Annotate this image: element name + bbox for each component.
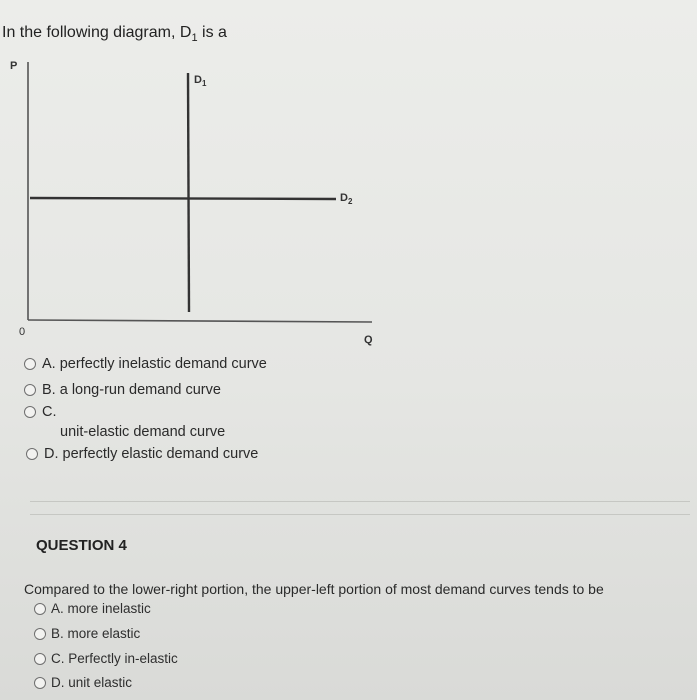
radio-button[interactable]: [24, 384, 36, 396]
radio-button[interactable]: [34, 653, 46, 665]
q4-option-b-label: B. more elastic: [51, 626, 141, 641]
x-axis-label: Q: [364, 334, 373, 346]
q4-option-a-label: A. more inelastic: [51, 601, 151, 616]
q4-option-d[interactable]: [34, 675, 132, 690]
q3-option-a-label: A. perfectly inelastic demand curve: [42, 356, 267, 372]
x-axis: [28, 320, 372, 322]
prompt-subscript: 1: [191, 32, 198, 45]
q4-option-d-label: D. unit elastic: [51, 675, 133, 690]
d1-label: [194, 74, 206, 88]
q3-option-d[interactable]: [26, 446, 258, 462]
q3-option-a[interactable]: [24, 356, 267, 372]
d2-curve: [30, 198, 336, 199]
radio-button[interactable]: [34, 628, 46, 640]
radio-button[interactable]: [34, 603, 46, 615]
y-axis-label: P: [10, 60, 18, 72]
q4-option-c-label: C. Perfectly in-elastic: [51, 651, 178, 666]
q3-option-c[interactable]: [24, 404, 57, 420]
prompt-prefix: In the following diagram, D: [2, 24, 192, 41]
section-divider: [30, 501, 690, 502]
prompt-suffix: is a: [197, 24, 227, 41]
q4-option-a[interactable]: [34, 601, 151, 616]
q3-option-d-label: D. perfectly elastic demand curve: [44, 446, 259, 462]
q3-option-c-label: unit-elastic demand curve: [60, 424, 226, 440]
d1-subscript: 1: [201, 79, 207, 89]
q3-option-c-letter: C.: [42, 404, 57, 420]
radio-button[interactable]: [24, 406, 36, 418]
d1-letter: D: [194, 74, 202, 86]
d2-label: [340, 192, 352, 206]
question-4-header: QUESTION 4: [36, 537, 127, 554]
d1-curve: [188, 73, 189, 312]
radio-button[interactable]: [26, 448, 38, 460]
q4-option-c[interactable]: [34, 651, 178, 666]
d2-subscript: 2: [347, 197, 353, 207]
section-divider: [30, 514, 690, 515]
q4-option-b[interactable]: [34, 626, 140, 641]
d2-letter: D: [340, 192, 348, 204]
q3-option-b-label: B. a long-run demand curve: [42, 382, 221, 398]
origin-label: 0: [19, 326, 26, 338]
radio-button[interactable]: [24, 358, 36, 370]
q3-option-b[interactable]: [24, 382, 221, 398]
radio-button[interactable]: [34, 677, 46, 689]
question-4-prompt: Compared to the lower-right portion, the upper-left portion of most demand curves tends to be: [24, 581, 604, 597]
